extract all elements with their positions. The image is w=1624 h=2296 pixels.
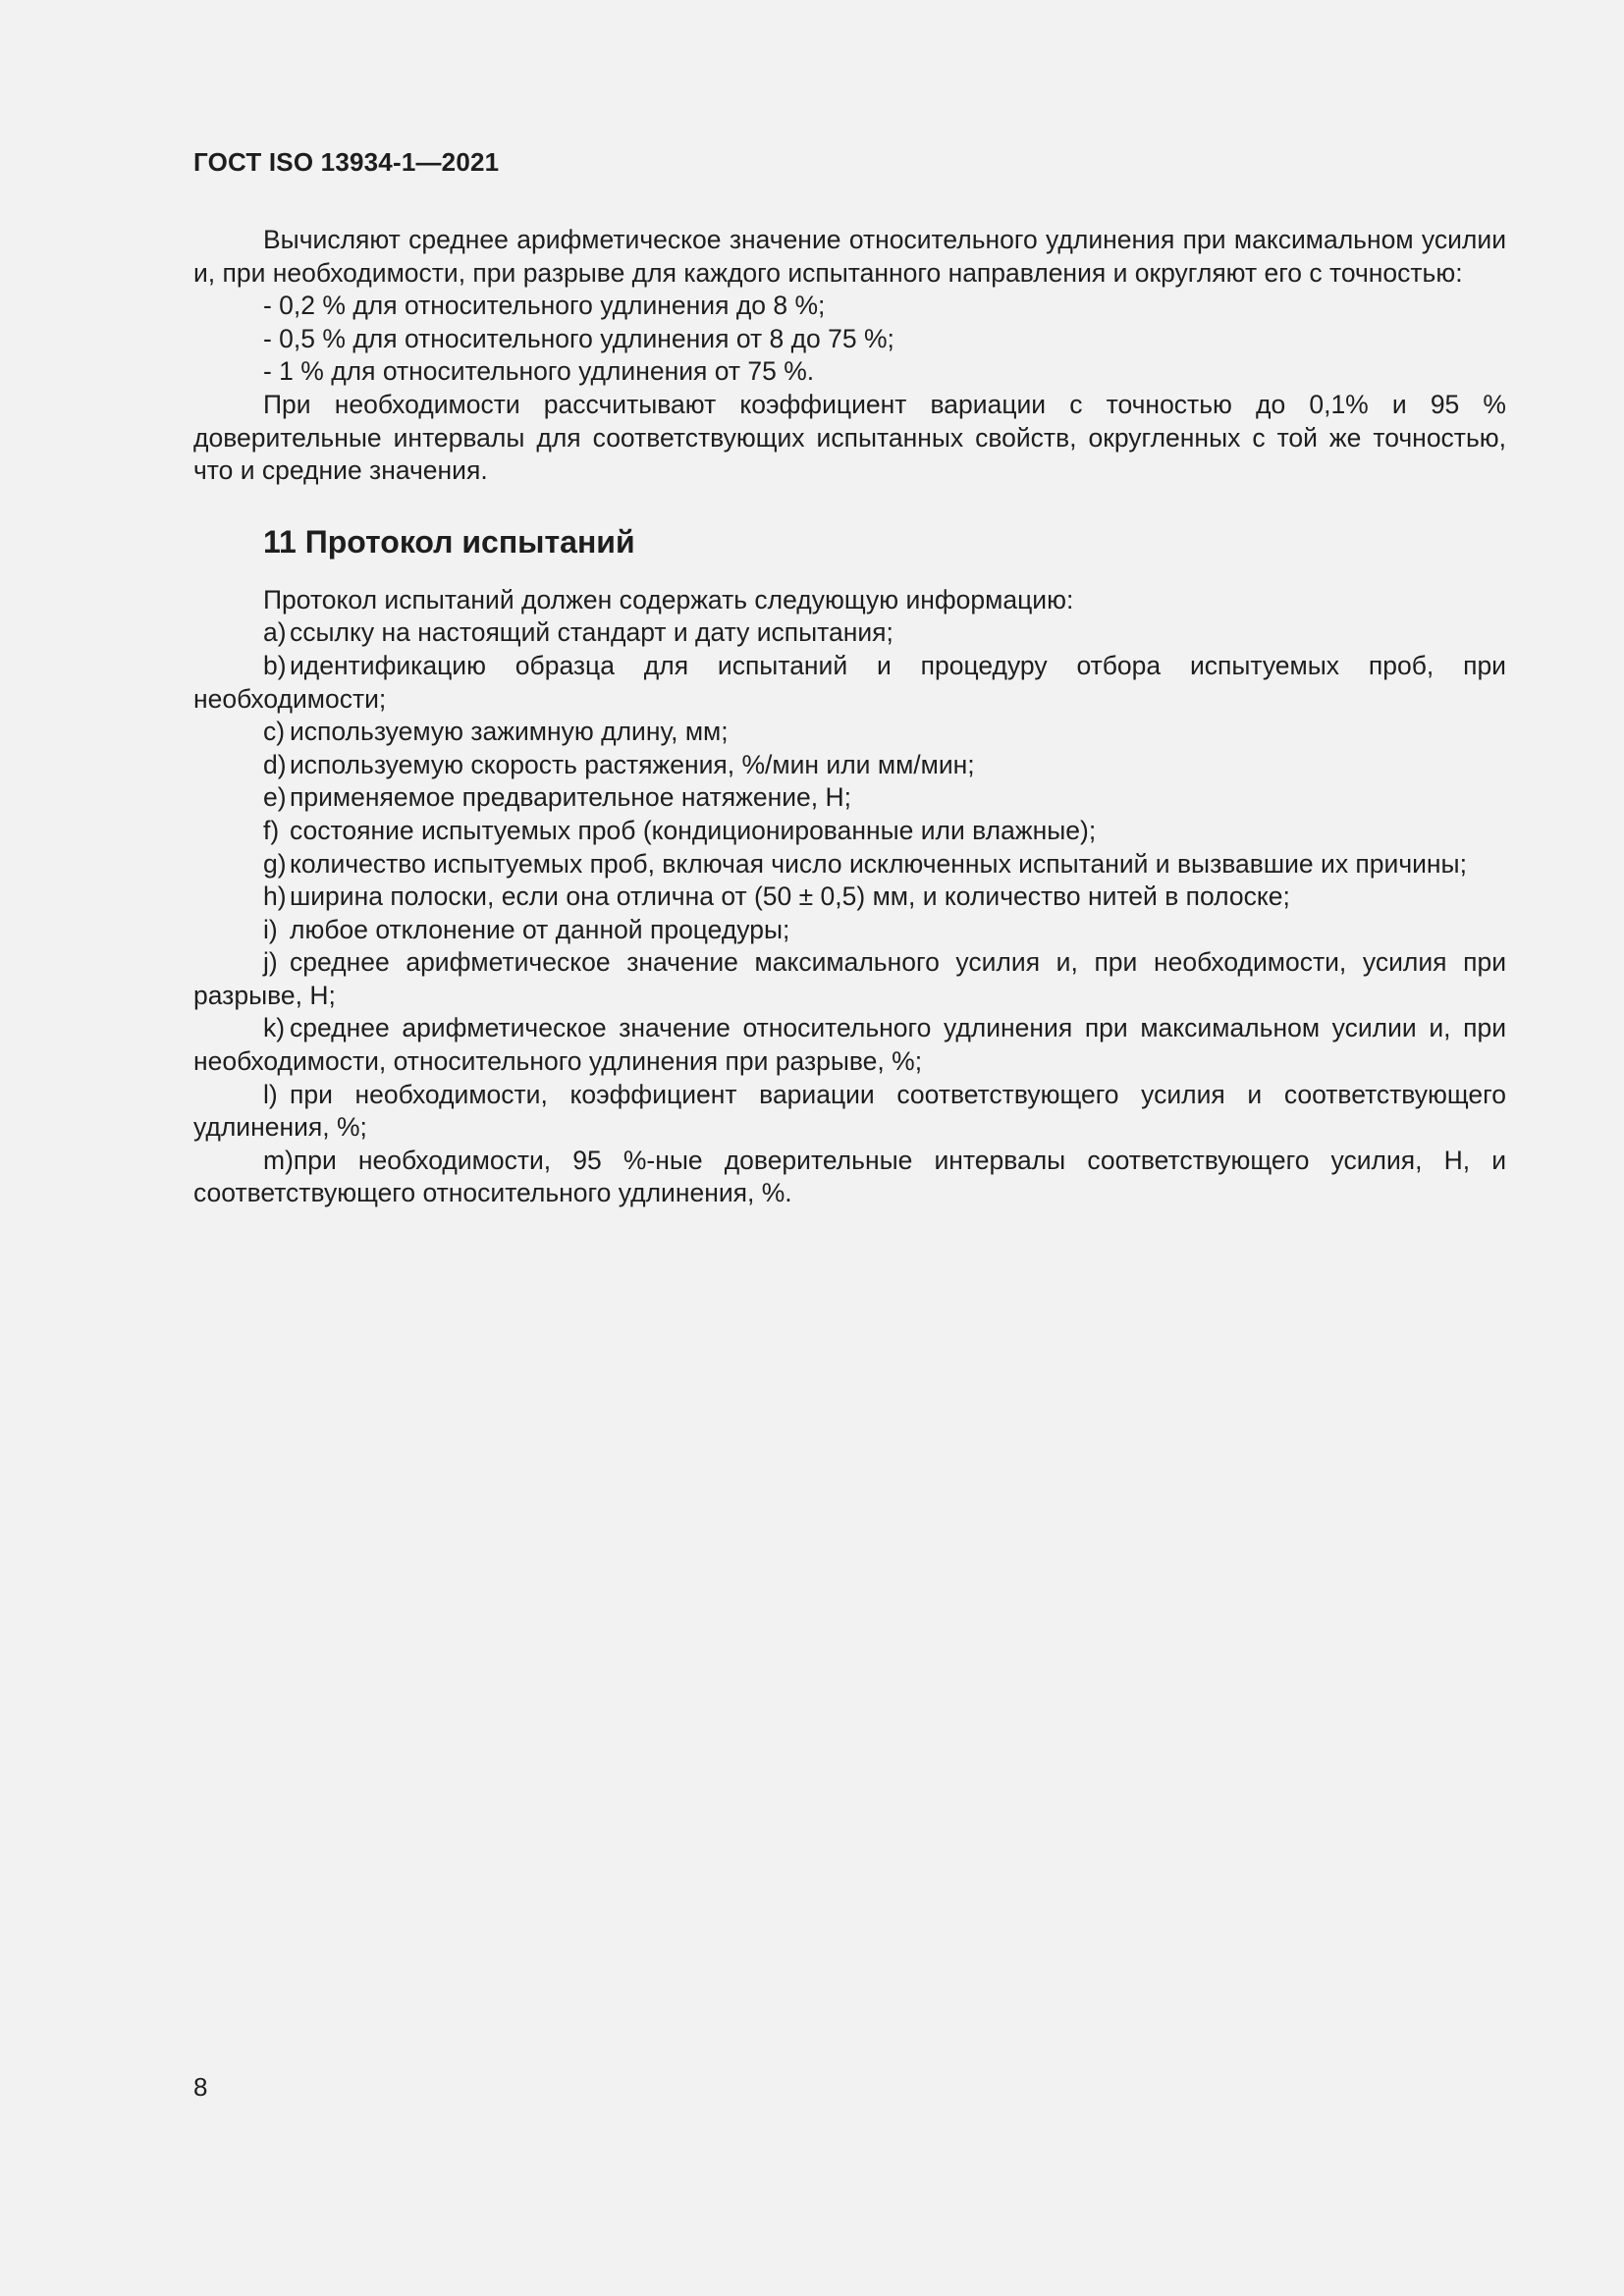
list-item: [193, 914, 1506, 947]
list-item-text: состояние испытуемых проб (кондиционированные или влажные);: [290, 815, 1097, 845]
list-item-text: используемую скорость растяжения, %/мин или мм/мин;: [290, 749, 975, 779]
list-item-mark: d): [263, 749, 287, 779]
list-item: [193, 815, 1506, 848]
list-item: [193, 881, 1506, 914]
list-item-text: ссылку на настоящий стандарт и дату испытания;: [290, 617, 893, 648]
list-item: [193, 716, 1506, 749]
document-body: [193, 224, 1506, 1210]
list-item-text: количество испытуемых проб, включая число исключенных испытаний и вызвавшие их причины;: [290, 848, 1467, 879]
list-item: [193, 946, 1506, 1012]
rounding-rule: - 0,5 % для относительного удлинения от 8 до 75 %;: [263, 323, 894, 353]
variation-paragraph: При необходимости рассчитывают коэффициент вариации с точностью до 0,1% и 95 % доверительные интервалы для соответствующих испытанных свойств, округленных с той же точностью, что и средние значения.: [193, 389, 1506, 486]
list-item: [193, 749, 1506, 782]
list-item-text: ширина полоски, если она отлична от (50 ± 0,5) мм, и количество нитей в полоске;: [290, 881, 1290, 912]
list-item-mark: c): [263, 717, 286, 747]
list-item-mark: j): [263, 947, 278, 978]
list-item-text: используемую зажимную длину, мм;: [290, 717, 729, 747]
list-item-text: при необходимости, 95 %-ные доверительные интервалы соответствующего усилия, Н, и соответствующего относительного удлинения, %.: [193, 1145, 1506, 1208]
section-lead: Протокол испытаний должен содержать следующую информацию:: [263, 584, 1074, 614]
list-item: [193, 616, 1506, 650]
rounding-rule: - 0,2 % для относительного удлинения до 8 %;: [263, 291, 826, 321]
list-item: [193, 1145, 1506, 1210]
list-item: [193, 650, 1506, 716]
list-item-mark: m): [263, 1145, 294, 1175]
list-item-text: при необходимости, коэффициент вариации соответствующего усилия и соответствующего удлинения, %;: [193, 1079, 1506, 1143]
list-item-text: среднее арифметическое значение относительного удлинения при максимальном усилии и, при необходимости, относительного удлинения при разрыве, %;: [193, 1013, 1506, 1077]
list-item-mark: h): [263, 881, 287, 912]
list-item: [193, 848, 1506, 881]
list-item: [193, 1012, 1506, 1078]
list-item-mark: l): [263, 1079, 278, 1109]
list-item-text: идентификацию образца для испытаний и процедуру отбора испытуемых проб, при необходимости;: [193, 650, 1506, 714]
list-item-text: среднее арифметическое значение максимального усилия и, при необходимости, усилия при разрыве, Н;: [193, 947, 1506, 1010]
document-header: ГОСТ ISO 13934-1—2021: [193, 147, 500, 177]
list-item-text: любое отклонение от данной процедуры;: [290, 914, 790, 944]
list-item-text: применяемое предварительное натяжение, Н;: [290, 782, 851, 813]
intro-paragraph: Вычисляют среднее арифметическое значение относительного удлинения при максимальном усилии и, при необходимости, при разрыве для каждого испытанного направления и округляют его с точностью:: [193, 225, 1506, 288]
section-title: 11 Протокол испытаний: [263, 523, 635, 560]
list-item-mark: i): [263, 914, 278, 944]
list-item-mark: g): [263, 848, 287, 879]
page-number: 8: [193, 2072, 208, 2102]
list-item: [193, 781, 1506, 815]
list-item: [193, 1079, 1506, 1145]
list-item-mark: a): [263, 617, 287, 648]
list-item-mark: b): [263, 650, 287, 680]
rounding-rule: - 1 % для относительного удлинения от 75 %.: [263, 356, 815, 387]
list-item-mark: e): [263, 782, 287, 813]
list-item-mark: k): [263, 1013, 286, 1043]
list-item-mark: f): [263, 815, 280, 845]
